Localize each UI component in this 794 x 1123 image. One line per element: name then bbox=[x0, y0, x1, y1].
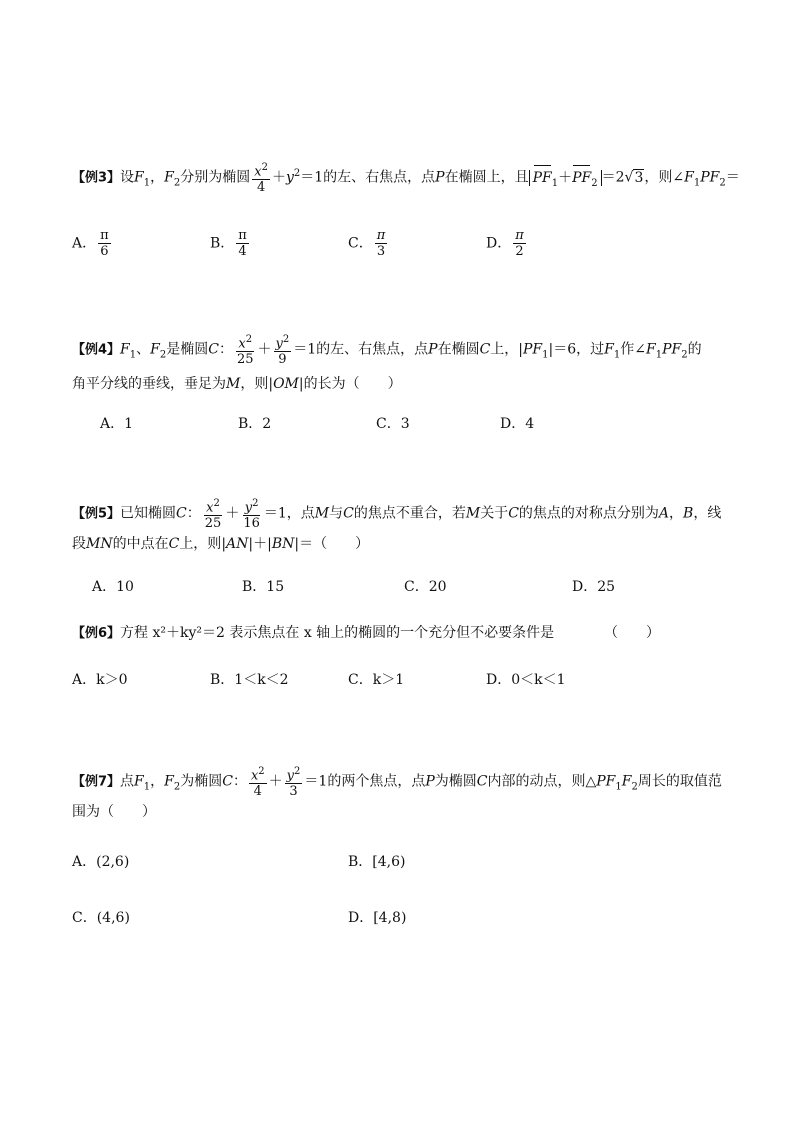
example-5-option-b: B．15 bbox=[242, 579, 285, 595]
example-7-tag: 【例7】 bbox=[72, 774, 121, 790]
example-4-option-c: C．3 bbox=[376, 416, 410, 432]
example-6-option-a: A．k＞0 bbox=[72, 672, 128, 688]
vector-sum-abs: $PF_1+PF_2$ bbox=[529, 170, 602, 186]
example-4-option-a: A．1 bbox=[100, 416, 134, 432]
example-6-paren: （ ） bbox=[604, 625, 660, 641]
example-3-stem: 【例3】设$F_1$，$F_2$分别为椭圆 $\frac{x^2}{4}$ $+y^2=1$的左、右焦点，点P在椭圆上，且 $PF_1+PF_2 =2√3$，则$\angle F_1PF_2=$ bbox=[72, 162, 740, 196]
example-4-option-b: B．2 bbox=[238, 416, 272, 432]
example-5-stem: 【例5】已知椭圆C： $\frac{x^2}{25}$ ＋ $\frac{y^2}{16}$ ＝1，点M与C的焦点不重合，若M关于C的焦点的对称点分别为A，B，线 bbox=[72, 498, 722, 532]
example-3-option-a: A． $\frac{\pi}{6}$ bbox=[72, 228, 109, 259]
example-3-tag: 【例3】 bbox=[72, 170, 121, 186]
example-7-stem: 【例7】点$F_1$，$F_2$为椭圆C： $\frac{x^2}{4}$ ＋ $\frac{y^2}{3}$ ＝1的两个焦点，点P为椭圆C内部的动点，则$\triangle PF_1F_2$周长的取值范 bbox=[72, 766, 722, 800]
fraction-x2-over-4: $\frac{x^2}{4}$ bbox=[254, 162, 268, 196]
example-6-option-c: C．k＞1 bbox=[348, 672, 405, 688]
example-6-option-d: D．0＜k＜1 bbox=[486, 672, 566, 688]
example-5-stem-line-2: 段MN的中点在C上，则|AN|＋|BN|＝（ ） bbox=[72, 536, 370, 552]
example-4-option-d: D．4 bbox=[500, 416, 535, 432]
example-7-option-a: A．(2,6) bbox=[72, 854, 130, 870]
example-5-option-c: C．20 bbox=[404, 579, 447, 595]
example-7-option-d: D．[4,8) bbox=[348, 910, 407, 926]
example-7-option-b: B．[4,6) bbox=[348, 854, 406, 870]
example-4-stem: 【例4】$F_1$、$F_2$是椭圆C： $\frac{x^2}{25}$ ＋ $\frac{y^2}{9}$ ＝1的左、右焦点，点P在椭圆C上，$|PF_1|=6$，过$F_1$作$\angle F_1PF_2$的 bbox=[72, 334, 702, 368]
example-3-option-c: C． $\frac{\pi}{3}$ bbox=[348, 228, 386, 259]
example-4-tag: 【例4】 bbox=[72, 342, 121, 358]
example-3-option-d: D． $\frac{\pi}{2}$ bbox=[486, 228, 524, 259]
example-6-tag: 【例6】 bbox=[72, 626, 121, 641]
example-5-option-d: D．25 bbox=[572, 579, 616, 595]
example-5-option-a: A．10 bbox=[92, 579, 134, 595]
example-6-option-b: B．1＜k＜2 bbox=[210, 672, 289, 688]
example-7-option-c: C．(4,6) bbox=[72, 910, 130, 926]
example-6-stem: 【例6】方程 x²＋ky²＝2 表示焦点在 x 轴上的椭圆的一个充分但不必要条件是 bbox=[72, 625, 555, 641]
example-4-stem-line-2: 角平分线的垂线，垂足为M，则|OM|的长为（ ） bbox=[72, 376, 402, 392]
example-3-option-b: B． $\frac{\pi}{4}$ bbox=[210, 228, 247, 259]
example-7-stem-line-2: 围为（ ） bbox=[72, 804, 156, 820]
example-5-tag: 【例5】 bbox=[72, 506, 121, 522]
